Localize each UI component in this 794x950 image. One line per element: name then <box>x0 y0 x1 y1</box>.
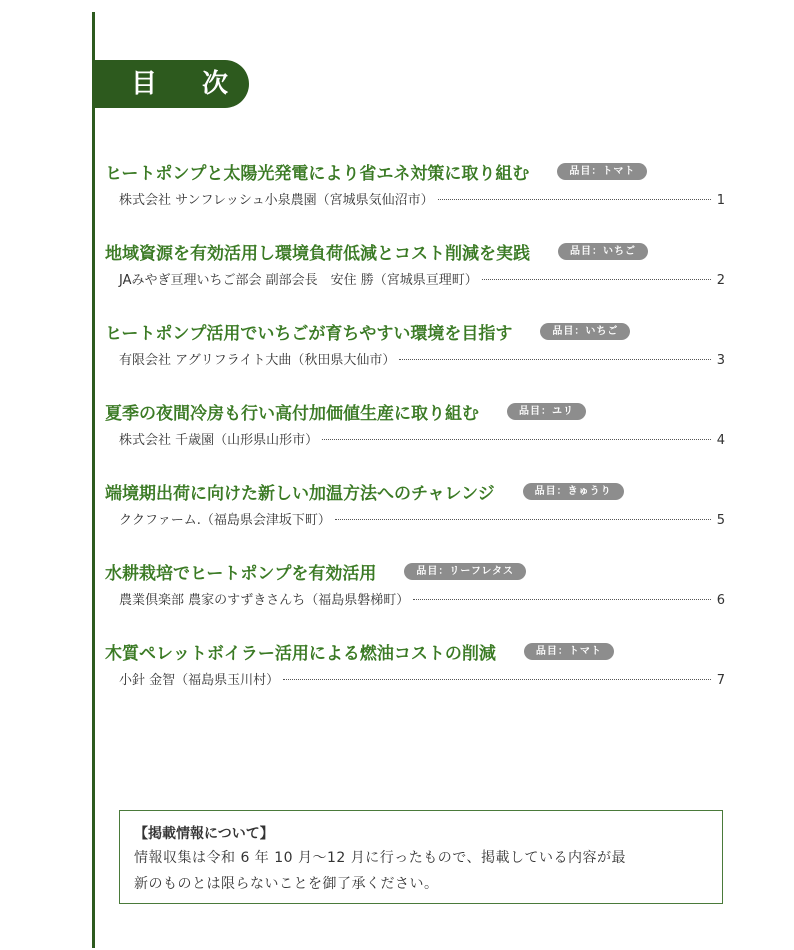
entry-subtitle: 農業倶楽部 農家のすずきさんち（福島県磐梯町） <box>119 593 410 608</box>
entry-subtitle: ククファーム.（福島県会津坂下町） <box>119 513 331 528</box>
dot-leader <box>322 439 711 440</box>
left-vertical-rule <box>92 12 95 948</box>
notice-line: 新のものとは限らないことを御了承ください。 <box>134 876 439 892</box>
item-badge: 品目：いちご <box>558 243 648 260</box>
item-badge: 品目：トマト <box>557 163 647 180</box>
entry-title: 水耕栽培でヒートポンプを有効活用 <box>105 563 377 584</box>
entry-title: 端境期出荷に向けた新しい加温方法へのチャレンジ <box>105 483 495 504</box>
dot-leader <box>438 199 711 200</box>
notice-line: 情報収集は令和 6 年 10 月～12 月に行ったもので、掲載している内容が最 <box>134 850 627 866</box>
entry-title: 木質ペレットボイラー活用による燃油コストの削減 <box>105 643 496 664</box>
page-number: 4 <box>716 433 725 448</box>
page-number: 6 <box>716 593 725 608</box>
toc-entry[interactable] <box>105 157 725 208</box>
toc-entry[interactable] <box>105 637 725 688</box>
toc-entry[interactable] <box>105 237 725 288</box>
entry-title: 夏季の夜間冷房も行い高付加価値生産に取り組む <box>105 403 479 424</box>
dot-leader <box>413 599 711 600</box>
entry-title: 地域資源を有効活用し環境負荷低減とコスト削減を実践 <box>105 243 530 264</box>
entry-subtitle: 小針 金智（福島県玉川村） <box>119 673 280 688</box>
dot-leader <box>482 279 711 280</box>
page-title: 目 次 <box>95 60 249 108</box>
page-number: 2 <box>716 273 725 288</box>
page-number: 7 <box>716 673 725 688</box>
toc-entry[interactable] <box>105 557 725 608</box>
toc-entry[interactable] <box>105 317 725 368</box>
dot-leader <box>283 679 711 680</box>
item-badge: 品目：リーフレタス <box>404 563 526 580</box>
item-badge: 品目：ユリ <box>507 403 586 420</box>
page-number: 3 <box>716 353 725 368</box>
notice-body <box>134 845 708 897</box>
entry-title: ヒートポンプ活用でいちごが育ちやすい環境を目指す <box>105 323 513 344</box>
page-number: 1 <box>716 193 725 208</box>
notice-title: 【掲載情報について】 <box>134 826 274 842</box>
item-badge: 品目：きゅうり <box>523 483 624 500</box>
toc-entry[interactable] <box>105 397 725 448</box>
dot-leader <box>335 519 711 520</box>
entry-subtitle: 有限会社 アグリフライト大曲（秋田県大仙市） <box>119 353 396 368</box>
entry-subtitle: 株式会社 サンフレッシュ小泉農園（宮城県気仙沼市） <box>119 193 434 208</box>
entry-subtitle: 株式会社 千歳園（山形県山形市） <box>119 433 319 448</box>
page-number: 5 <box>716 513 725 528</box>
item-badge: 品目：いちご <box>540 323 630 340</box>
notice-box <box>119 810 723 904</box>
entry-subtitle: JAみやぎ亘理いちご部会 副部会長 安住 勝（宮城県亘理町） <box>119 273 478 288</box>
toc-entry[interactable] <box>105 477 725 528</box>
entry-title: ヒートポンプと太陽光発電により省エネ対策に取り組む <box>105 163 530 184</box>
dot-leader <box>399 359 711 360</box>
item-badge: 品目：トマト <box>524 643 614 660</box>
